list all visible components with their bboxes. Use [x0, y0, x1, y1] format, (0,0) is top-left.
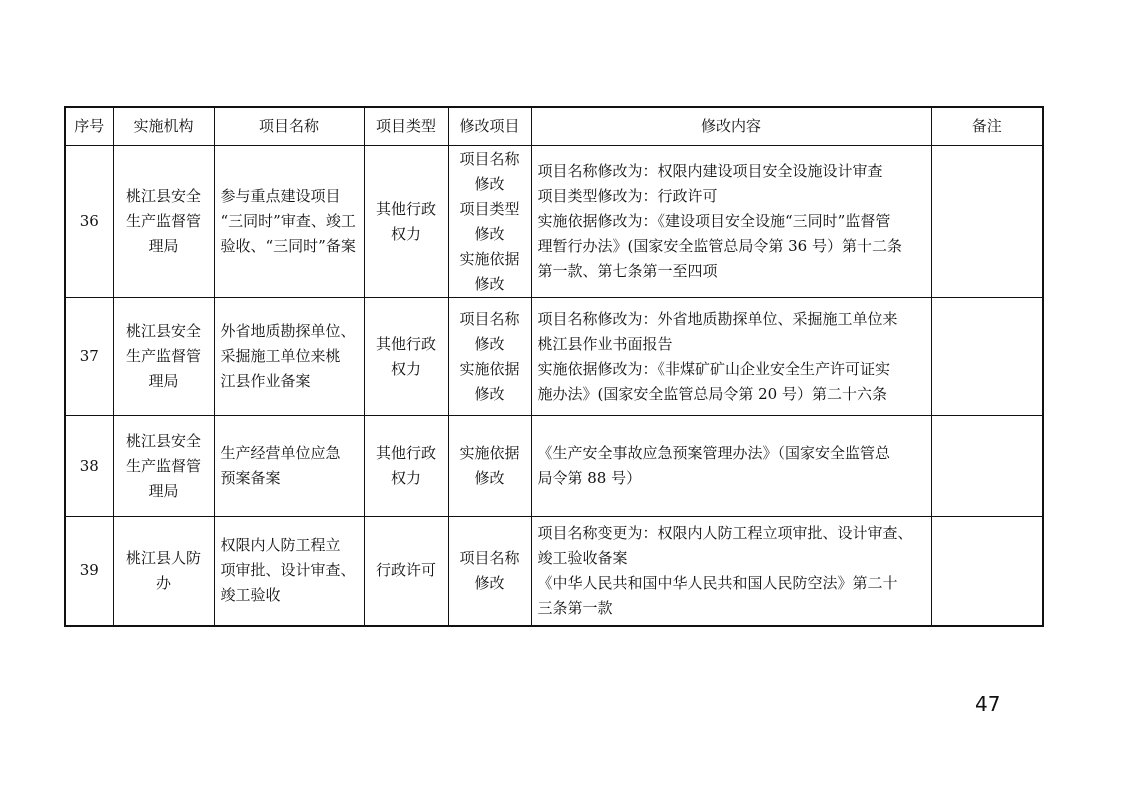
- cell-content: 项目名称修改为：外省地质勘探单位、采掘施工单位来 桃江县作业书面报告 实施依据修改为：《非煤矿矿山企业安全生产许可证实 施办法》(国家安全监管总局令第 20 号）第二十六条: [531, 298, 931, 416]
- header-project-type: 项目类型: [364, 107, 448, 146]
- cell-content: 项目名称变更为：权限内人防工程立项审批、设计审查、 竣工验收备案 《中华人民共和国中华人民共和国人民防空法》第二十 三条第一款: [531, 517, 931, 626]
- cell-modified-items: 实施依据 修改: [448, 416, 531, 517]
- cell-project-type: 行政许可: [364, 517, 448, 626]
- table-row: [65, 298, 1043, 416]
- cell-content: 《生产安全事故应急预案管理办法》（国家安全监管总 局令第 88 号）: [531, 416, 931, 517]
- cell-project-name: 生产经营单位应急 预案备案: [214, 416, 364, 517]
- cell-project-type: 其他行政 权力: [364, 416, 448, 517]
- table-row: [65, 416, 1043, 517]
- header-serial-no: 序号: [65, 107, 113, 146]
- header-agency: 实施机构: [113, 107, 214, 146]
- cell-project-name: 外省地质勘探单位、 采掘施工单位来桃 江县作业备案: [214, 298, 364, 416]
- header-modified-items: 修改项目: [448, 107, 531, 146]
- cell-content: 项目名称修改为：权限内建设项目安全设施设计审查 项目类型修改为：行政许可 实施依据修改为：《建设项目安全设施“三同时”监督管 理暂行办法》(国家安全监管总局令第 36 号）第十二条 第一款、第七条第一至四项: [531, 146, 931, 298]
- cell-remark: [931, 416, 1043, 517]
- header-project-name: 项目名称: [214, 107, 364, 146]
- cell-modified-items: 项目名称 修改 实施依据 修改: [448, 298, 531, 416]
- page-number: 47: [975, 692, 1001, 716]
- cell-project-name: 权限内人防工程立 项审批、设计审查、 竣工验收: [214, 517, 364, 626]
- cell-remark: [931, 298, 1043, 416]
- cell-serial-no: 39: [65, 517, 113, 626]
- cell-project-name: 参与重点建设项目 “三同时”审查、竣工 验收、“三同时”备案: [214, 146, 364, 298]
- header-remark: 备注: [931, 107, 1043, 146]
- modification-table: [64, 106, 1044, 627]
- cell-serial-no: 37: [65, 298, 113, 416]
- cell-remark: [931, 517, 1043, 626]
- table-row: [65, 146, 1043, 298]
- cell-serial-no: 38: [65, 416, 113, 517]
- cell-agency: 桃江县安全 生产监督管 理局: [113, 416, 214, 517]
- table-row: [65, 517, 1043, 626]
- header-content: 修改内容: [531, 107, 931, 146]
- cell-modified-items: 项目名称 修改 项目类型 修改 实施依据 修改: [448, 146, 531, 298]
- cell-project-type: 其他行政 权力: [364, 146, 448, 298]
- cell-agency: 桃江县安全 生产监督管 理局: [113, 298, 214, 416]
- cell-modified-items: 项目名称 修改: [448, 517, 531, 626]
- cell-remark: [931, 146, 1043, 298]
- cell-agency: 桃江县安全 生产监督管 理局: [113, 146, 214, 298]
- cell-project-type: 其他行政 权力: [364, 298, 448, 416]
- cell-serial-no: 36: [65, 146, 113, 298]
- table-header-row: [65, 107, 1043, 146]
- cell-agency: 桃江县人防 办: [113, 517, 214, 626]
